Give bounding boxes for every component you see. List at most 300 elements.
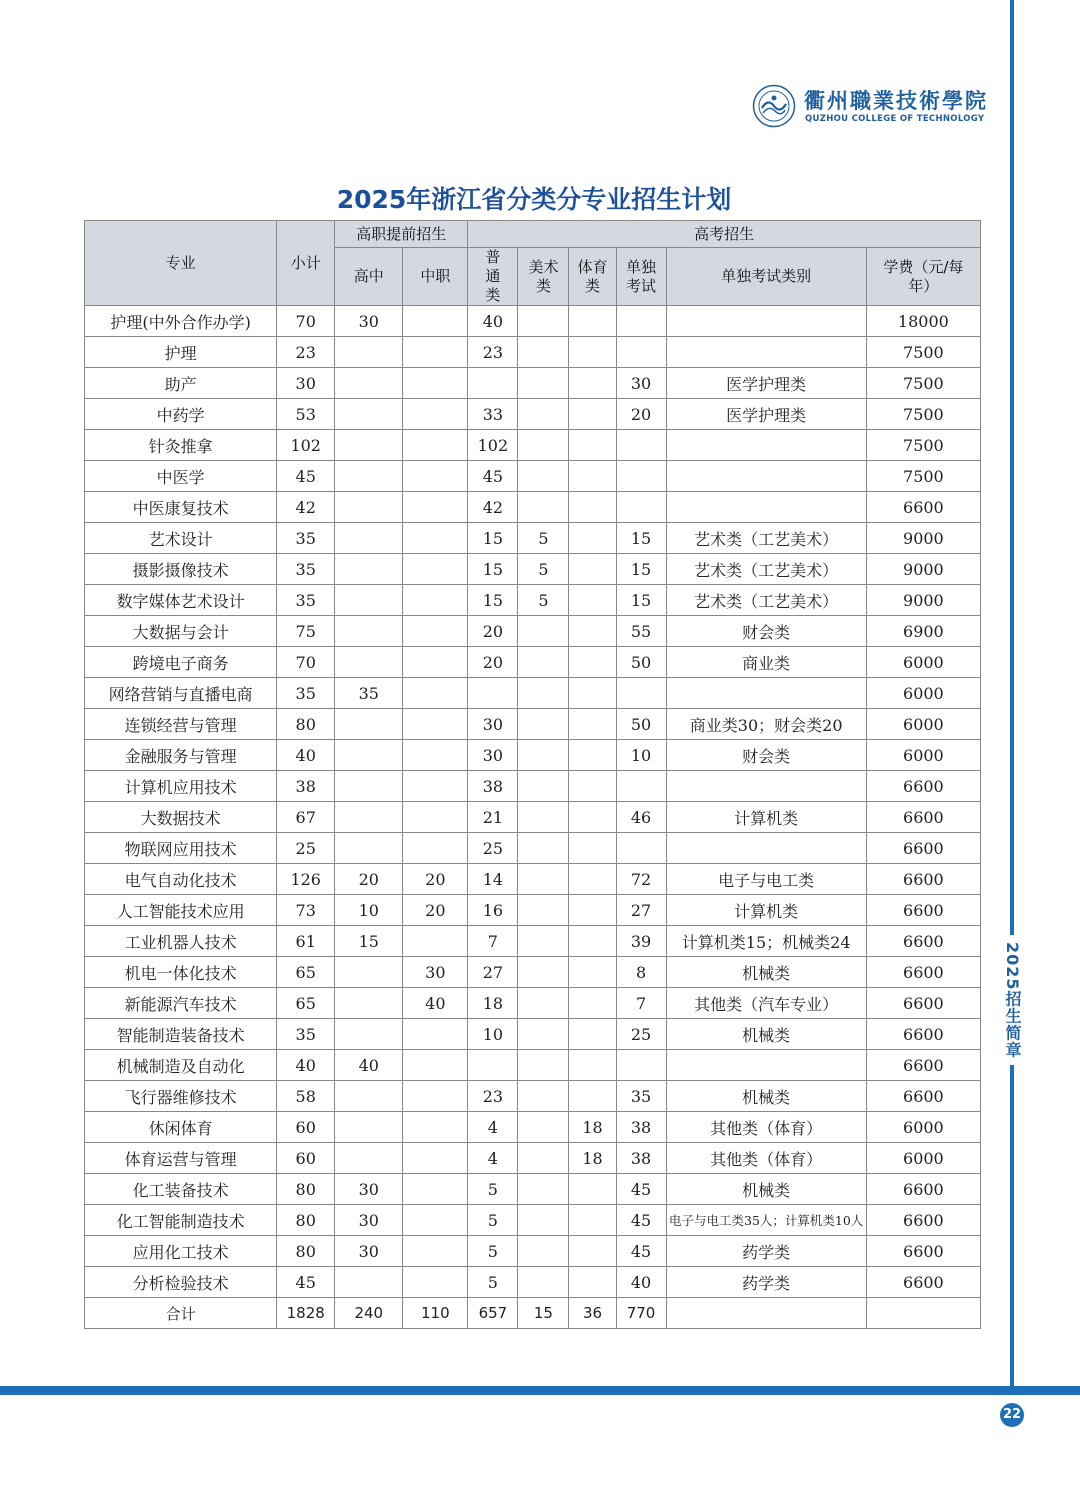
cell-high-school xyxy=(335,368,403,399)
cell-category xyxy=(666,492,866,523)
cell-tuition: 6600 xyxy=(866,1174,980,1205)
cell-sports: 18 xyxy=(569,1112,616,1143)
table-body xyxy=(85,306,981,1298)
cell-subtotal: 80 xyxy=(277,1236,335,1267)
cell-independent xyxy=(616,771,666,802)
cell-independent xyxy=(616,1050,666,1081)
cell-art xyxy=(518,492,569,523)
cell-major: 体育运营与管理 xyxy=(85,1143,277,1174)
cell-subtotal: 53 xyxy=(277,399,335,430)
cell-independent: 50 xyxy=(616,647,666,678)
cell-category: 药学类 xyxy=(666,1267,866,1298)
college-emblem-icon xyxy=(752,84,796,128)
table-row xyxy=(85,926,981,957)
table-row xyxy=(85,864,981,895)
cell-major: 化工智能制造技术 xyxy=(85,1205,277,1236)
cell-sports xyxy=(569,430,616,461)
cell-general xyxy=(468,1050,518,1081)
cell-independent: 45 xyxy=(616,1174,666,1205)
cell-major: 针灸推拿 xyxy=(85,430,277,461)
cell-subtotal: 70 xyxy=(277,647,335,678)
cell-independent: 7 xyxy=(616,988,666,1019)
cell-sports xyxy=(569,1205,616,1236)
cell-sports xyxy=(569,1267,616,1298)
cell-high-school xyxy=(335,1081,403,1112)
cell-subtotal: 80 xyxy=(277,1205,335,1236)
cell-high-school xyxy=(335,399,403,430)
total-art: 15 xyxy=(518,1298,569,1329)
cell-tuition: 6600 xyxy=(866,1205,980,1236)
cell-vocational xyxy=(403,771,468,802)
cell-category: 医学护理类 xyxy=(666,368,866,399)
table-row xyxy=(85,585,981,616)
cell-sports: 18 xyxy=(569,1143,616,1174)
table-row xyxy=(85,1081,981,1112)
header-tuition: 学费（元/每年） xyxy=(866,248,980,306)
cell-art xyxy=(518,647,569,678)
total-tuition xyxy=(866,1298,980,1329)
cell-art xyxy=(518,1019,569,1050)
cell-category: 药学类 xyxy=(666,1236,866,1267)
cell-major: 摄影摄像技术 xyxy=(85,554,277,585)
cell-vocational xyxy=(403,1050,468,1081)
cell-high-school xyxy=(335,492,403,523)
cell-high-school: 30 xyxy=(335,1205,403,1236)
cell-vocational xyxy=(403,1143,468,1174)
cell-subtotal: 40 xyxy=(277,1050,335,1081)
cell-sports xyxy=(569,523,616,554)
cell-independent: 8 xyxy=(616,957,666,988)
cell-subtotal: 35 xyxy=(277,554,335,585)
cell-category: 医学护理类 xyxy=(666,399,866,430)
cell-subtotal: 126 xyxy=(277,864,335,895)
total-row xyxy=(85,1298,981,1329)
cell-major: 分析检验技术 xyxy=(85,1267,277,1298)
cell-category: 财会类 xyxy=(666,616,866,647)
cell-high-school: 35 xyxy=(335,678,403,709)
cell-tuition: 6000 xyxy=(866,1143,980,1174)
cell-independent: 27 xyxy=(616,895,666,926)
cell-general: 30 xyxy=(468,740,518,771)
cell-sports xyxy=(569,399,616,430)
cell-category: 商业类30；财会类20 xyxy=(666,709,866,740)
cell-major: 中医康复技术 xyxy=(85,492,277,523)
total-subtotal: 1828 xyxy=(277,1298,335,1329)
total-category xyxy=(666,1298,866,1329)
cell-independent xyxy=(616,833,666,864)
cell-general: 10 xyxy=(468,1019,518,1050)
cell-major: 大数据技术 xyxy=(85,802,277,833)
cell-subtotal: 80 xyxy=(277,709,335,740)
cell-subtotal: 61 xyxy=(277,926,335,957)
table-row xyxy=(85,1112,981,1143)
cell-high-school xyxy=(335,616,403,647)
cell-category: 财会类 xyxy=(666,740,866,771)
cell-general: 25 xyxy=(468,833,518,864)
cell-general: 5 xyxy=(468,1236,518,1267)
cell-general: 4 xyxy=(468,1112,518,1143)
cell-major: 电气自动化技术 xyxy=(85,864,277,895)
cell-category: 其他类（体育） xyxy=(666,1112,866,1143)
cell-vocational xyxy=(403,461,468,492)
cell-sports xyxy=(569,368,616,399)
table-row xyxy=(85,1019,981,1050)
cell-independent: 20 xyxy=(616,399,666,430)
cell-general: 38 xyxy=(468,771,518,802)
cell-general: 23 xyxy=(468,337,518,368)
cell-category xyxy=(666,461,866,492)
cell-category: 电子与电工类 xyxy=(666,864,866,895)
cell-art xyxy=(518,1174,569,1205)
cell-tuition: 6000 xyxy=(866,740,980,771)
cell-art xyxy=(518,926,569,957)
cell-subtotal: 40 xyxy=(277,740,335,771)
cell-independent: 38 xyxy=(616,1112,666,1143)
cell-high-school xyxy=(335,988,403,1019)
cell-tuition: 6600 xyxy=(866,833,980,864)
cell-general: 16 xyxy=(468,895,518,926)
cell-category: 计算机类 xyxy=(666,895,866,926)
cell-tuition: 7500 xyxy=(866,430,980,461)
cell-category xyxy=(666,771,866,802)
cell-category: 艺术类（工艺美术） xyxy=(666,523,866,554)
cell-vocational: 20 xyxy=(403,895,468,926)
cell-general: 15 xyxy=(468,585,518,616)
header-high-school: 高中 xyxy=(335,248,403,306)
cell-vocational xyxy=(403,585,468,616)
cell-art xyxy=(518,306,569,337)
cell-high-school xyxy=(335,585,403,616)
cell-sports xyxy=(569,554,616,585)
bottom-accent-bar xyxy=(0,1386,1080,1395)
cell-sports xyxy=(569,988,616,1019)
table-row xyxy=(85,771,981,802)
header-early-admission: 高职提前招生 xyxy=(335,221,468,248)
college-name-en: QUZHOU COLLEGE OF TECHNOLOGY xyxy=(805,114,985,124)
cell-vocational: 40 xyxy=(403,988,468,1019)
cell-major: 化工装备技术 xyxy=(85,1174,277,1205)
cell-subtotal: 30 xyxy=(277,368,335,399)
cell-general: 27 xyxy=(468,957,518,988)
table-row xyxy=(85,1143,981,1174)
cell-tuition: 6600 xyxy=(866,864,980,895)
cell-independent xyxy=(616,461,666,492)
cell-vocational xyxy=(403,1081,468,1112)
cell-major: 机电一体化技术 xyxy=(85,957,277,988)
cell-subtotal: 73 xyxy=(277,895,335,926)
cell-sports xyxy=(569,337,616,368)
cell-high-school: 40 xyxy=(335,1050,403,1081)
cell-high-school xyxy=(335,709,403,740)
cell-major: 人工智能技术应用 xyxy=(85,895,277,926)
cell-category xyxy=(666,430,866,461)
cell-vocational xyxy=(403,678,468,709)
cell-tuition: 6600 xyxy=(866,1081,980,1112)
cell-art xyxy=(518,895,569,926)
cell-vocational xyxy=(403,926,468,957)
total-label: 合计 xyxy=(85,1298,277,1329)
cell-high-school xyxy=(335,771,403,802)
cell-general: 5 xyxy=(468,1267,518,1298)
cell-tuition: 6600 xyxy=(866,1019,980,1050)
cell-vocational xyxy=(403,399,468,430)
cell-subtotal: 38 xyxy=(277,771,335,802)
cell-subtotal: 75 xyxy=(277,616,335,647)
cell-vocational: 30 xyxy=(403,957,468,988)
table-row xyxy=(85,988,981,1019)
cell-general: 20 xyxy=(468,647,518,678)
cell-tuition: 18000 xyxy=(866,306,980,337)
cell-category: 计算机类15；机械类24 xyxy=(666,926,866,957)
cell-major: 智能制造装备技术 xyxy=(85,1019,277,1050)
cell-high-school xyxy=(335,523,403,554)
cell-category: 机械类 xyxy=(666,957,866,988)
cell-high-school xyxy=(335,1143,403,1174)
table-row xyxy=(85,1267,981,1298)
total-sports: 36 xyxy=(569,1298,616,1329)
cell-vocational xyxy=(403,1236,468,1267)
cell-subtotal: 58 xyxy=(277,1081,335,1112)
cell-tuition: 6000 xyxy=(866,709,980,740)
cell-category: 其他类（汽车专业） xyxy=(666,988,866,1019)
header-art: 美术类 xyxy=(518,248,569,306)
cell-high-school xyxy=(335,554,403,585)
cell-independent: 72 xyxy=(616,864,666,895)
header-vocational: 中职 xyxy=(403,248,468,306)
cell-art xyxy=(518,461,569,492)
cell-sports xyxy=(569,616,616,647)
cell-vocational xyxy=(403,306,468,337)
cell-general xyxy=(468,368,518,399)
header-independent-category: 单独考试类别 xyxy=(666,248,866,306)
cell-tuition: 6600 xyxy=(866,1267,980,1298)
cell-subtotal: 42 xyxy=(277,492,335,523)
cell-art xyxy=(518,616,569,647)
cell-tuition: 7500 xyxy=(866,337,980,368)
cell-tuition: 6600 xyxy=(866,957,980,988)
cell-general: 5 xyxy=(468,1174,518,1205)
cell-general: 20 xyxy=(468,616,518,647)
table-row xyxy=(85,554,981,585)
cell-vocational xyxy=(403,1019,468,1050)
cell-high-school: 15 xyxy=(335,926,403,957)
cell-independent xyxy=(616,492,666,523)
cell-subtotal: 35 xyxy=(277,1019,335,1050)
cell-art xyxy=(518,430,569,461)
cell-high-school: 30 xyxy=(335,306,403,337)
cell-tuition: 6600 xyxy=(866,895,980,926)
cell-category xyxy=(666,337,866,368)
table-row xyxy=(85,461,981,492)
cell-category: 其他类（体育） xyxy=(666,1143,866,1174)
cell-high-school xyxy=(335,647,403,678)
cell-art xyxy=(518,399,569,430)
cell-tuition: 9000 xyxy=(866,523,980,554)
cell-art xyxy=(518,957,569,988)
cell-vocational xyxy=(403,1112,468,1143)
cell-high-school: 20 xyxy=(335,864,403,895)
cell-sports xyxy=(569,957,616,988)
cell-major: 跨境电子商务 xyxy=(85,647,277,678)
cell-art xyxy=(518,864,569,895)
cell-major: 休闲体育 xyxy=(85,1112,277,1143)
cell-independent: 50 xyxy=(616,709,666,740)
cell-vocational xyxy=(403,802,468,833)
cell-independent xyxy=(616,306,666,337)
cell-major: 护理 xyxy=(85,337,277,368)
cell-tuition: 7500 xyxy=(866,368,980,399)
page-number: 22 xyxy=(1000,1403,1024,1427)
cell-general: 18 xyxy=(468,988,518,1019)
cell-major: 飞行器维修技术 xyxy=(85,1081,277,1112)
cell-art xyxy=(518,1143,569,1174)
cell-category xyxy=(666,1050,866,1081)
cell-sports xyxy=(569,1050,616,1081)
page-title: 2025年浙江省分类分专业招生计划 xyxy=(336,185,732,214)
cell-art xyxy=(518,678,569,709)
cell-general: 5 xyxy=(468,1205,518,1236)
cell-vocational xyxy=(403,709,468,740)
cell-art xyxy=(518,1081,569,1112)
cell-subtotal: 45 xyxy=(277,461,335,492)
cell-tuition: 6900 xyxy=(866,616,980,647)
cell-sports xyxy=(569,740,616,771)
table-row xyxy=(85,895,981,926)
cell-sports xyxy=(569,895,616,926)
cell-subtotal: 60 xyxy=(277,1143,335,1174)
cell-sports xyxy=(569,802,616,833)
table-row xyxy=(85,337,981,368)
cell-major: 网络营销与直播电商 xyxy=(85,678,277,709)
table-row xyxy=(85,957,981,988)
cell-high-school: 10 xyxy=(335,895,403,926)
cell-art xyxy=(518,1205,569,1236)
cell-high-school xyxy=(335,337,403,368)
cell-vocational xyxy=(403,647,468,678)
cell-general: 14 xyxy=(468,864,518,895)
cell-independent xyxy=(616,430,666,461)
cell-sports xyxy=(569,678,616,709)
cell-sports xyxy=(569,1019,616,1050)
cell-major: 机械制造及自动化 xyxy=(85,1050,277,1081)
cell-category xyxy=(666,833,866,864)
cell-vocational xyxy=(403,430,468,461)
cell-general: 21 xyxy=(468,802,518,833)
cell-independent: 38 xyxy=(616,1143,666,1174)
cell-vocational xyxy=(403,368,468,399)
side-label: 2025招生简章 xyxy=(996,935,1028,1065)
table-row xyxy=(85,368,981,399)
total-vocational: 110 xyxy=(403,1298,468,1329)
total-independent: 770 xyxy=(616,1298,666,1329)
cell-art xyxy=(518,1236,569,1267)
cell-independent: 40 xyxy=(616,1267,666,1298)
cell-independent: 15 xyxy=(616,585,666,616)
cell-independent: 46 xyxy=(616,802,666,833)
cell-sports xyxy=(569,461,616,492)
enrollment-plan-table xyxy=(84,220,981,1329)
cell-tuition: 7500 xyxy=(866,399,980,430)
table-row xyxy=(85,616,981,647)
cell-major: 中医学 xyxy=(85,461,277,492)
cell-category: 电子与电工类35人；计算机类10人 xyxy=(666,1205,866,1236)
total-general: 657 xyxy=(468,1298,518,1329)
table-row xyxy=(85,1050,981,1081)
cell-art xyxy=(518,988,569,1019)
cell-high-school xyxy=(335,740,403,771)
cell-tuition: 9000 xyxy=(866,554,980,585)
cell-vocational xyxy=(403,554,468,585)
cell-art xyxy=(518,337,569,368)
cell-independent: 15 xyxy=(616,554,666,585)
table-row xyxy=(85,430,981,461)
cell-category: 机械类 xyxy=(666,1081,866,1112)
cell-art xyxy=(518,1267,569,1298)
cell-general: 7 xyxy=(468,926,518,957)
cell-general: 4 xyxy=(468,1143,518,1174)
cell-tuition: 6600 xyxy=(866,988,980,1019)
cell-vocational xyxy=(403,337,468,368)
table-row xyxy=(85,523,981,554)
cell-general: 45 xyxy=(468,461,518,492)
cell-vocational xyxy=(403,833,468,864)
cell-category xyxy=(666,678,866,709)
cell-subtotal: 25 xyxy=(277,833,335,864)
cell-art xyxy=(518,771,569,802)
table-row xyxy=(85,1174,981,1205)
cell-independent: 39 xyxy=(616,926,666,957)
cell-major: 中药学 xyxy=(85,399,277,430)
cell-high-school: 30 xyxy=(335,1236,403,1267)
cell-vocational xyxy=(403,523,468,554)
cell-major: 金融服务与管理 xyxy=(85,740,277,771)
cell-general: 102 xyxy=(468,430,518,461)
cell-high-school xyxy=(335,1112,403,1143)
cell-sports xyxy=(569,926,616,957)
cell-independent: 45 xyxy=(616,1236,666,1267)
cell-tuition: 6000 xyxy=(866,678,980,709)
cell-high-school: 30 xyxy=(335,1174,403,1205)
cell-major: 物联网应用技术 xyxy=(85,833,277,864)
cell-major: 应用化工技术 xyxy=(85,1236,277,1267)
cell-general: 30 xyxy=(468,709,518,740)
table-row xyxy=(85,833,981,864)
table-row xyxy=(85,1205,981,1236)
cell-tuition: 7500 xyxy=(866,461,980,492)
cell-independent: 55 xyxy=(616,616,666,647)
cell-subtotal: 35 xyxy=(277,585,335,616)
cell-category: 商业类 xyxy=(666,647,866,678)
total-high-school: 240 xyxy=(335,1298,403,1329)
cell-category: 艺术类（工艺美术） xyxy=(666,585,866,616)
cell-art xyxy=(518,709,569,740)
cell-art xyxy=(518,368,569,399)
cell-high-school xyxy=(335,957,403,988)
cell-high-school xyxy=(335,1019,403,1050)
cell-independent: 35 xyxy=(616,1081,666,1112)
cell-tuition: 6600 xyxy=(866,1236,980,1267)
cell-tuition: 9000 xyxy=(866,585,980,616)
cell-sports xyxy=(569,306,616,337)
cell-vocational xyxy=(403,1174,468,1205)
college-name-cn: 衢州職業技術學院 xyxy=(804,88,988,113)
table-row xyxy=(85,709,981,740)
cell-general: 42 xyxy=(468,492,518,523)
cell-major: 计算机应用技术 xyxy=(85,771,277,802)
cell-art: 5 xyxy=(518,585,569,616)
cell-vocational xyxy=(403,1205,468,1236)
table-row xyxy=(85,678,981,709)
